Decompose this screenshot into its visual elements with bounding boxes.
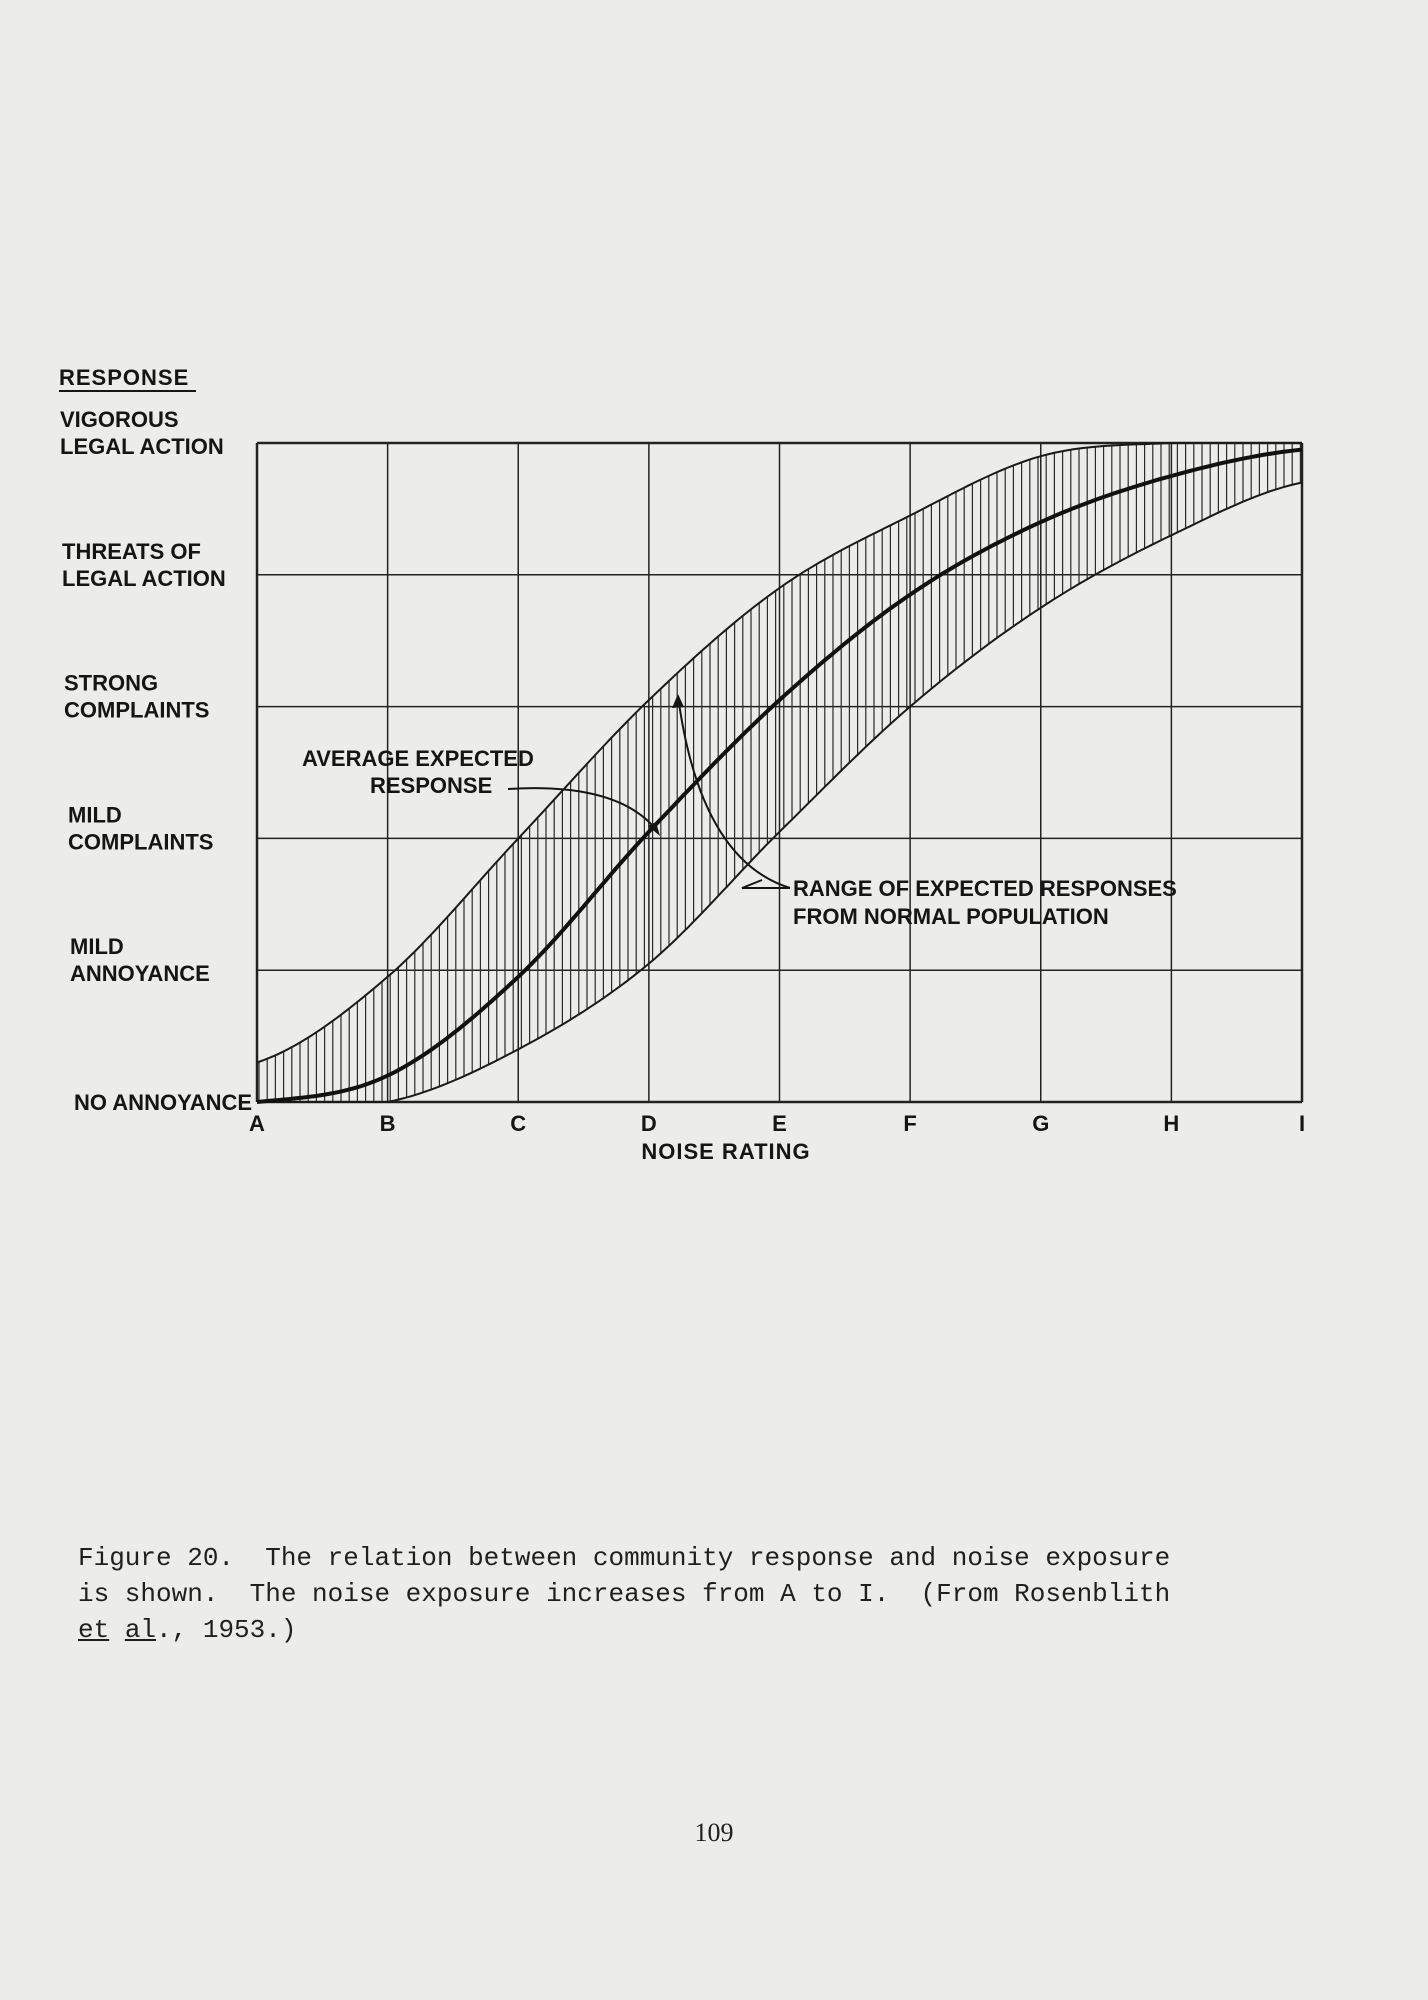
x-tick-D: D <box>640 1111 657 1136</box>
average-annotation-line1: AVERAGE EXPECTED <box>302 746 534 771</box>
y-level-label-1-line-0: MILD <box>70 934 124 960</box>
range-annotation-arrowhead <box>672 694 684 708</box>
x-tick-G: G <box>1032 1111 1050 1136</box>
y-level-label-3-line-1: COMPLAINTS <box>64 697 210 723</box>
caption-line-3 <box>78 1612 1258 1648</box>
y-level-label-3 <box>64 671 209 723</box>
x-tick-I: I <box>1298 1111 1306 1136</box>
y-level-label-2-line-1: COMPLAINTS <box>68 829 214 855</box>
range-annotation-line2: FROM NORMAL POPULATION <box>793 904 1109 929</box>
x-tick-H: H <box>1163 1111 1180 1136</box>
x-tick-A: A <box>249 1111 265 1136</box>
x-tick-F: F <box>903 1111 917 1136</box>
x-tick-C: C <box>510 1111 527 1136</box>
y-level-label-1 <box>70 934 210 986</box>
page-number: 109 <box>694 1818 734 1847</box>
y-level-label-0-line-0: NO ANNOYANCE <box>74 1090 253 1115</box>
y-axis-labels <box>60 407 252 1115</box>
caption-tail: ., 1953.) <box>156 1615 297 1645</box>
x-axis-labels <box>249 1111 1305 1136</box>
y-axis-title: RESPONSE <box>59 365 190 390</box>
x-tick-B: B <box>379 1111 396 1136</box>
y-level-label-4-line-0: THREATS OF <box>62 538 201 564</box>
y-level-label-5 <box>60 407 224 459</box>
y-level-label-3-line-0: STRONG <box>64 670 159 696</box>
caption-et: et <box>78 1615 110 1645</box>
y-level-label-2-line-0: MILD <box>68 802 122 828</box>
y-level-label-5-line-1: LEGAL ACTION <box>60 434 224 459</box>
y-level-label-0 <box>74 1090 252 1115</box>
y-level-label-5-line-0: VIGOROUS <box>60 407 179 432</box>
x-tick-E: E <box>772 1111 787 1136</box>
y-level-label-2 <box>68 802 213 854</box>
caption-al: al <box>124 1615 157 1645</box>
range-annotation-line1: RANGE OF EXPECTED RESPONSES <box>793 876 1177 901</box>
figure-caption <box>78 1540 1258 1648</box>
y-level-label-4 <box>62 539 226 591</box>
average-annotation-line2: RESPONSE <box>370 773 493 798</box>
caption-line-2: is shown. The noise exposure increases from A to I. (From Rosenblith <box>78 1579 1171 1609</box>
range-annotation-leader-to-lower <box>742 880 790 888</box>
y-level-label-4-line-1: LEGAL ACTION <box>62 565 226 591</box>
y-level-label-1-line-1: ANNOYANCE <box>70 961 210 987</box>
x-axis-title: NOISE RATING <box>641 1139 811 1164</box>
caption-line-1: Figure 20. The relation between community response and noise exposure <box>78 1543 1171 1573</box>
